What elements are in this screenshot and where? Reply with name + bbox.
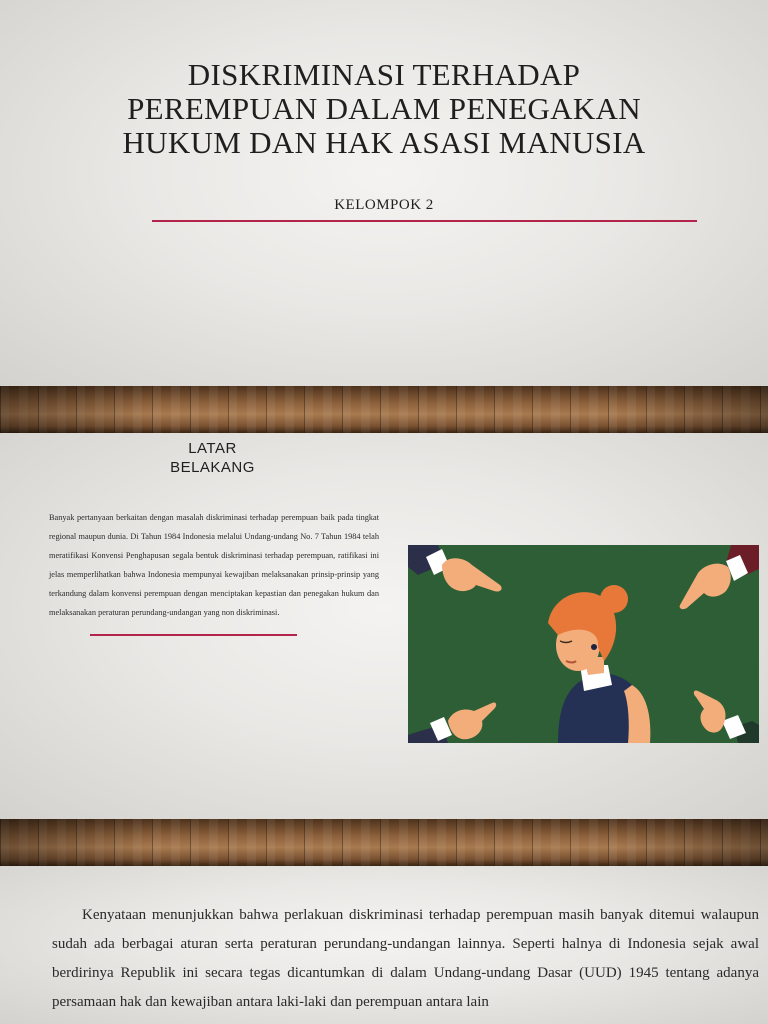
background-slide [0,433,768,819]
title-line-1: DISKRIMINASI TERHADAP [187,57,581,92]
wood-floor-divider [0,386,768,433]
section-heading [150,439,275,477]
content-paragraph: Kenyataan menunjukkan bahwa perlakuan diskriminasi terhadap perempuan masih banyak ditemui walaupun sudah ada berbagai aturan serta peraturan perundang-undangan lainnya. Seperti halnya di Indonesia sejak awal berdirinya Republik ini secara tegas dicantumkan di dalam Undang-undang Dasar (UUD) 1945 tentang adanya persamaan hak dan kewajiban antara laki-laki dan perempuan antara lain [52,907,759,1010]
slide-title [60,58,708,160]
title-line-3: HUKUM DAN HAK ASASI MANUSIA [122,125,646,160]
title-line-2: PEREMPUAN DALAM PENEGAKAN [127,91,641,126]
woman-pointed-at-illustration [408,545,759,743]
content-slide [0,866,768,1024]
section-body-text: Banyak pertanyaan berkaitan dengan masalah diskriminasi terhadap perempuan baik pada tingkat regional maupun dunia. Di Tahun 1984 Indonesia melalui Undang-undang No. 7 Tahun 1984 telah meratifikasi Konvensi Penghapusan segala bentuk diskriminasi terhadap perempuan, ratifikasi ini jelas memperlihatkan bahwa Indonesia mempunyai kewajiban melaksanakan prinsip-prinsip yang terkandung dalam konvensi perempuan dengan menciptakan kepastian dan penegakan hukum dan melaksanakan peraturan perundang-undangan yang non diskriminasi. [49,513,379,617]
heading-line-1: LATAR [188,440,237,457]
title-slide [0,0,768,386]
title-divider [152,220,697,222]
slide-subtitle: KELOMPOK 2 [334,197,434,213]
heading-line-2: BELAKANG [170,459,255,476]
body-underline [90,634,297,636]
wood-floor-divider [0,819,768,866]
